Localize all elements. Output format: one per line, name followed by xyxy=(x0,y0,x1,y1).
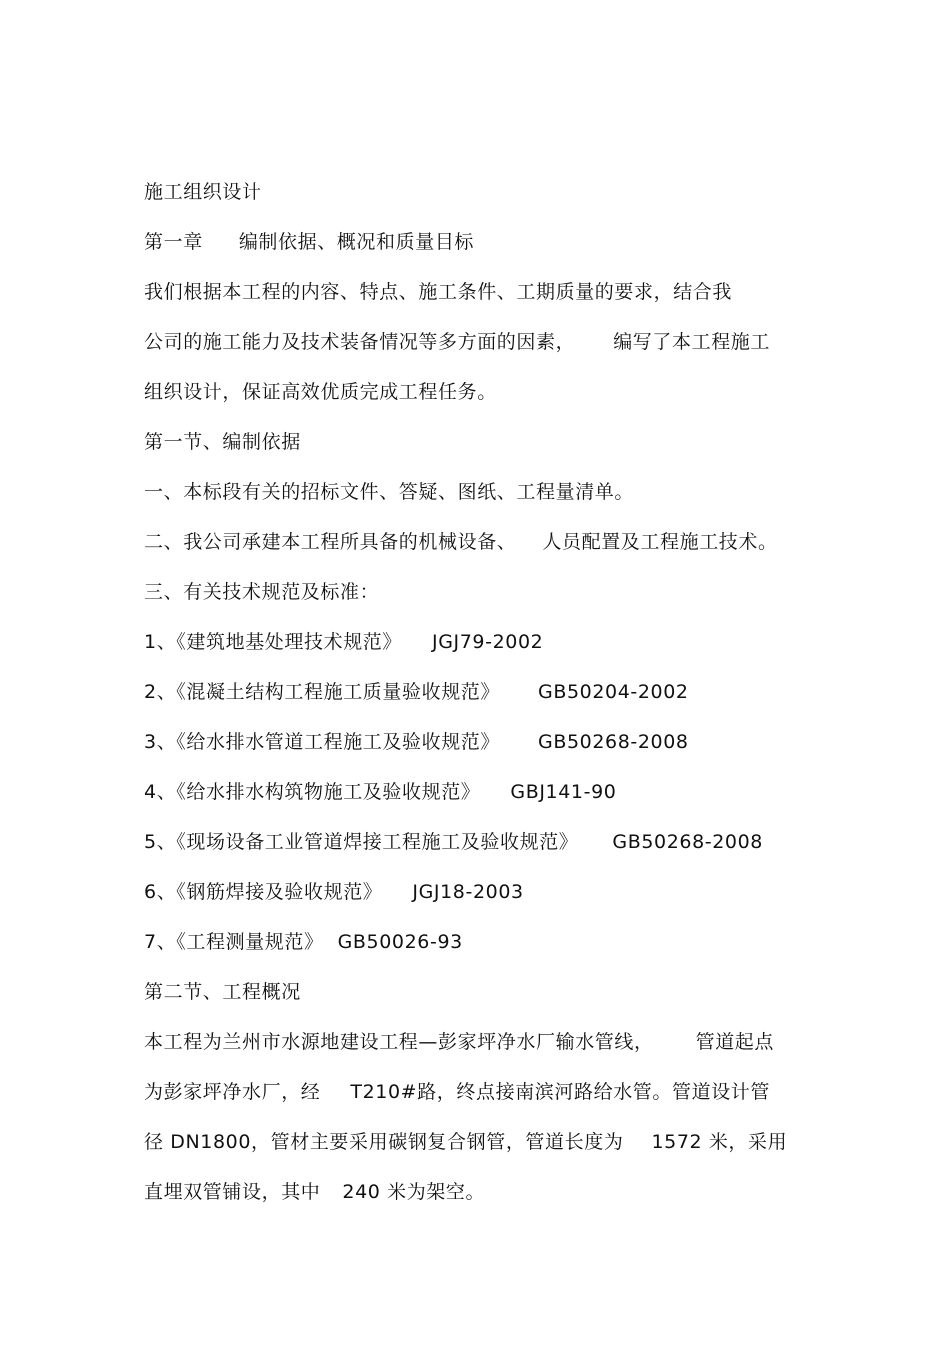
document-title-text: 施工组织设计 xyxy=(144,181,262,203)
intro-paragraph-line xyxy=(144,378,497,406)
standard-name: 1、《建筑地基处理技术规范》 xyxy=(144,631,402,653)
intro-paragraph-line xyxy=(144,328,770,356)
chapter-heading xyxy=(144,228,474,256)
overview-line-2b: T210#路，终点接南滨河路给水管。管道设计管 xyxy=(350,1081,770,1103)
overview-line-3b: 1572 米，采用 xyxy=(651,1131,788,1153)
standard-name: 7、《工程测量规范》 xyxy=(144,931,324,953)
standard-code: JGJ79-2002 xyxy=(432,631,544,653)
basis-item-2a: 二、我公司承建本工程所具备的机械设备、 xyxy=(144,531,517,553)
overview-paragraph-line xyxy=(144,1028,774,1056)
intro-paragraph-line xyxy=(144,278,732,306)
overview-line-2a: 为彭家坪净水厂，经 xyxy=(144,1081,321,1103)
document-title xyxy=(144,178,262,206)
basis-item xyxy=(144,528,778,556)
standard-item xyxy=(144,728,689,756)
basis-item xyxy=(144,578,379,606)
standard-code: GB50268-2008 xyxy=(612,831,763,853)
intro-line-3: 组织设计，保证高效优质完成工程任务。 xyxy=(144,381,497,403)
overview-line-3a: 径 DN1800，管材主要采用碳钢复合钢管，管道长度为 xyxy=(144,1131,624,1153)
standard-code: GB50204-2002 xyxy=(538,681,689,703)
standard-code: GB50026-93 xyxy=(337,931,463,953)
intro-line-2b: 编写了本工程施工 xyxy=(613,331,771,353)
overview-paragraph-line xyxy=(144,1178,485,1206)
overview-line-4b: 240 米为架空。 xyxy=(342,1181,486,1203)
standard-item xyxy=(144,828,763,856)
standard-name: 3、《给水排水管道工程施工及验收规范》 xyxy=(144,731,500,753)
standard-item xyxy=(144,628,543,656)
intro-line-2a: 公司的施工能力及技术装备情况等多方面的因素， xyxy=(144,331,576,353)
overview-line-4a: 直埋双管铺设，其中 xyxy=(144,1181,321,1203)
overview-line-1b: 管道起点 xyxy=(695,1031,775,1053)
chapter-label: 第一章 xyxy=(144,231,203,253)
standard-code: GBJ141-90 xyxy=(510,781,617,803)
standard-item xyxy=(144,878,524,906)
standard-item xyxy=(144,778,616,806)
overview-paragraph-line xyxy=(144,1078,770,1106)
chapter-title: 编制依据、概况和质量目标 xyxy=(238,231,475,253)
section-1-heading-text: 第一节、编制依据 xyxy=(144,431,301,453)
basis-item-2b: 人员配置及工程施工技术。 xyxy=(542,531,778,553)
basis-item-1: 一、本标段有关的招标文件、答疑、图纸、工程量清单。 xyxy=(144,481,635,503)
standard-name: 5、《现场设备工业管道焊接工程施工及验收规范》 xyxy=(144,831,579,853)
section-2-heading xyxy=(144,978,301,1006)
standard-name: 2、《混凝土结构工程施工质量验收规范》 xyxy=(144,681,500,703)
standard-item xyxy=(144,928,463,956)
standard-name: 6、《钢筋焊接及验收规范》 xyxy=(144,881,383,903)
section-1-heading xyxy=(144,428,301,456)
standard-name: 4、《给水排水构筑物施工及验收规范》 xyxy=(144,781,481,803)
overview-line-1a: 本工程为兰州市水源地建设工程—彭家坪净水厂输水管线， xyxy=(144,1031,654,1053)
standard-item xyxy=(144,678,689,706)
basis-item xyxy=(144,478,634,506)
overview-paragraph-line xyxy=(144,1128,787,1156)
standard-code: JGJ18-2003 xyxy=(412,881,524,903)
standard-code: GB50268-2008 xyxy=(538,731,689,753)
basis-item-3: 三、有关技术规范及标准： xyxy=(144,581,380,603)
section-2-heading-text: 第二节、工程概况 xyxy=(144,981,301,1003)
intro-line-1: 我们根据本工程的内容、特点、施工条件、工期质量的要求，结合我 xyxy=(144,281,733,303)
